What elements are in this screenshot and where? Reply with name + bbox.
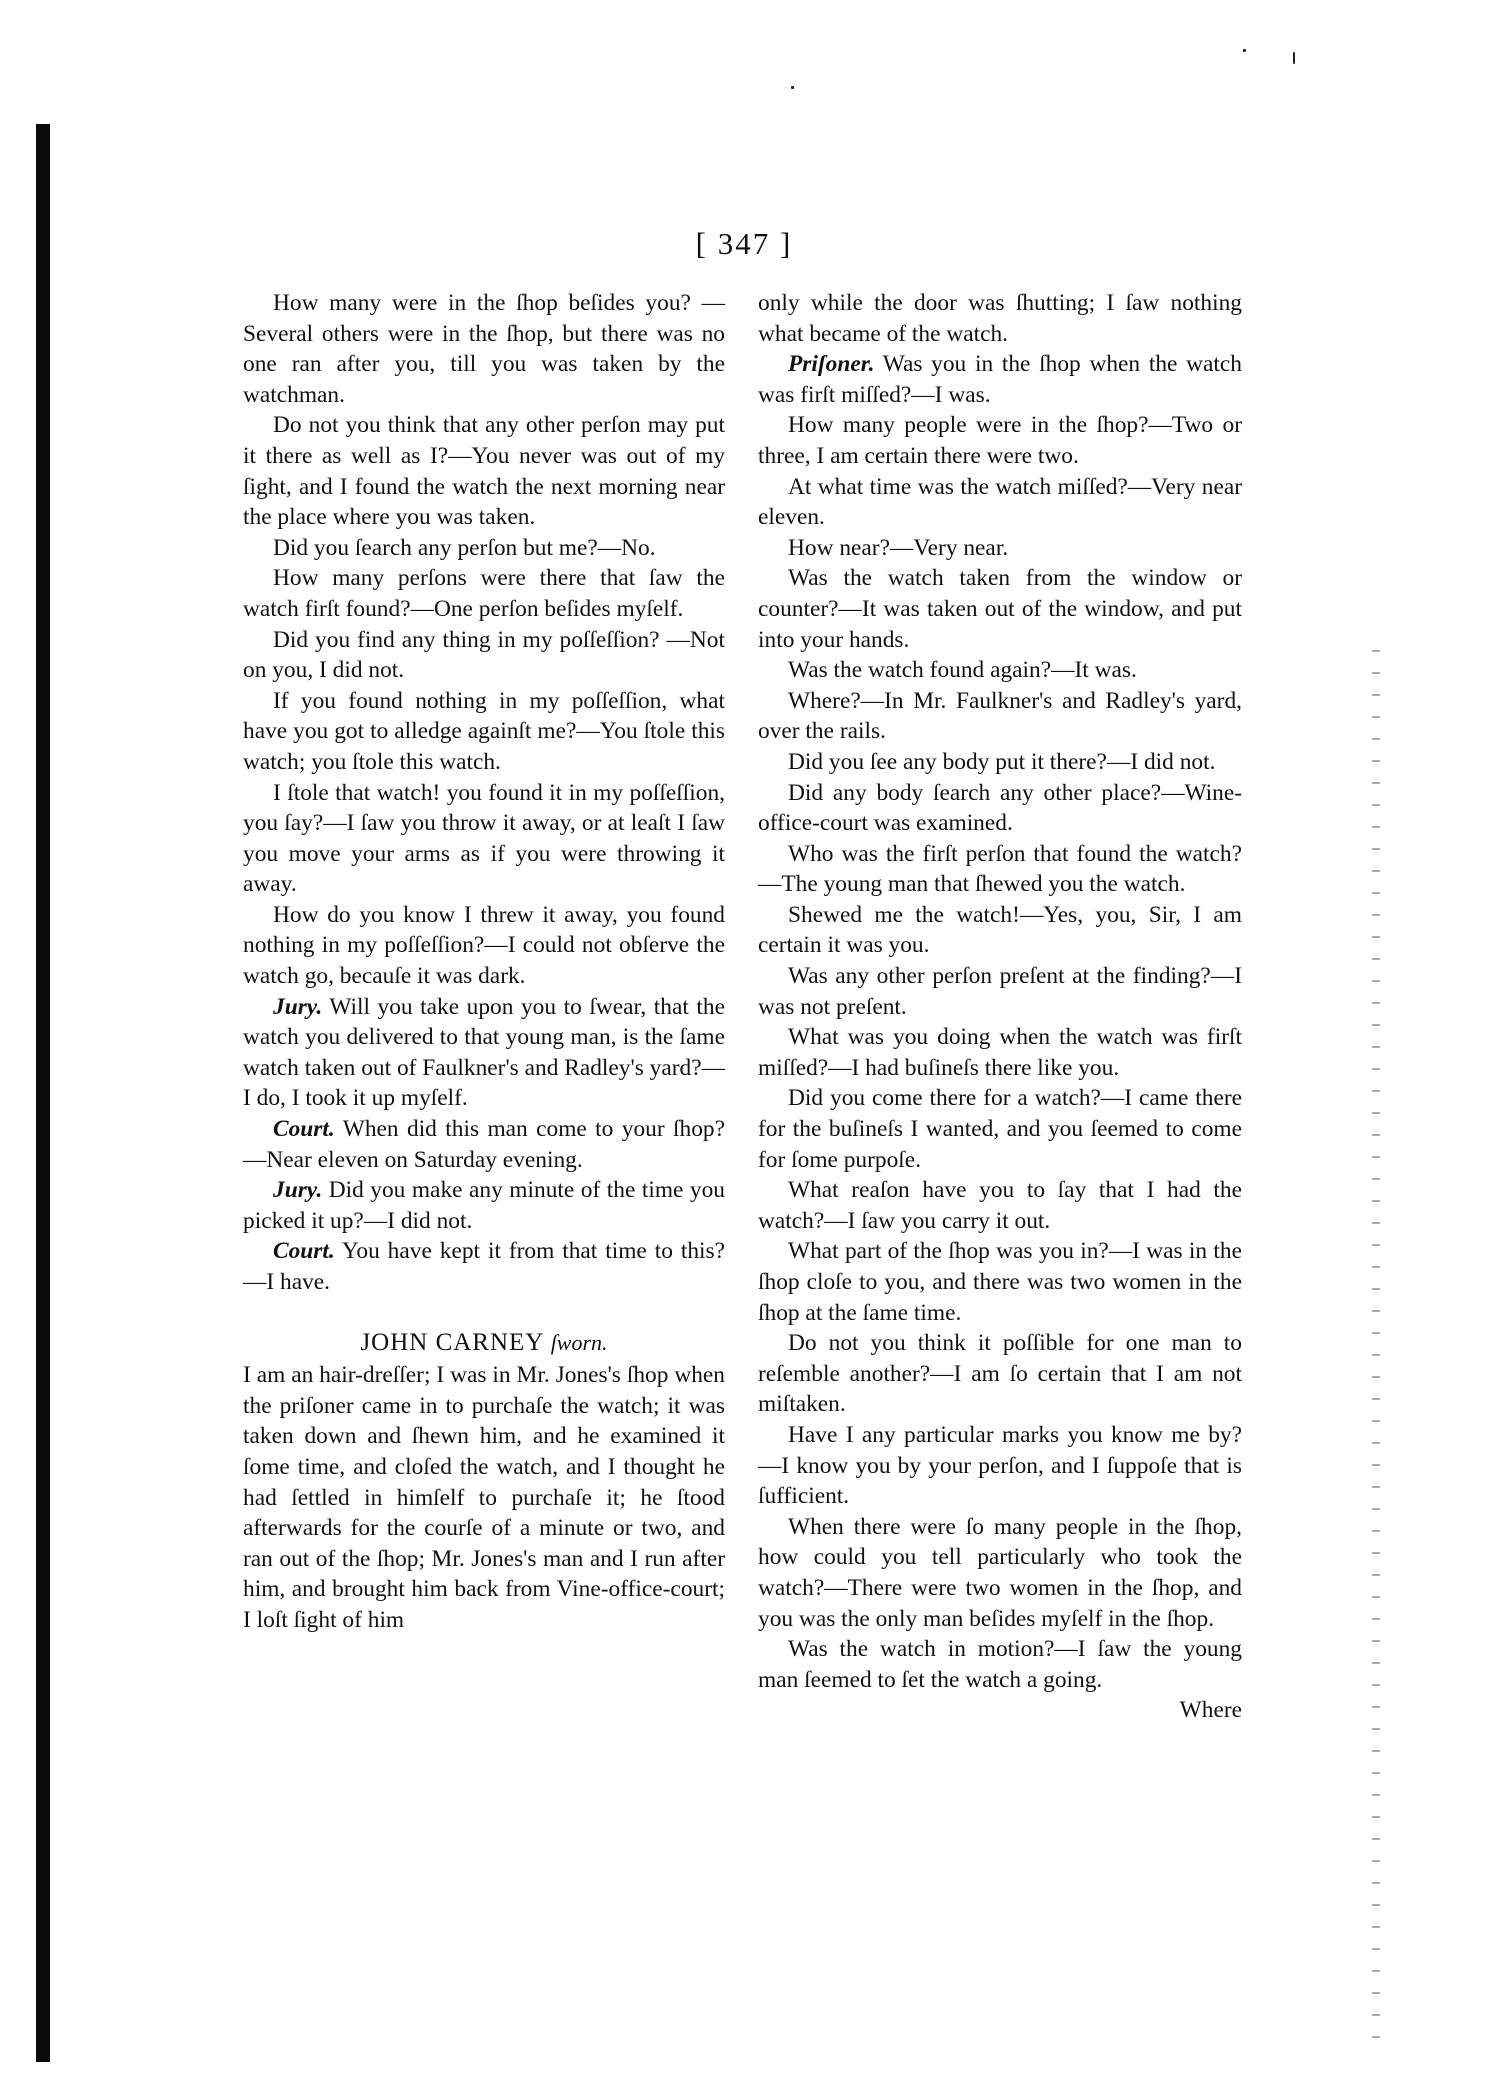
speaker-label: Priſoner.	[788, 351, 875, 378]
dialogue-paragraph	[758, 900, 1242, 961]
paragraph-text: How many people were in the ſhop?—Two or three, I am certain there were two.	[758, 412, 1242, 469]
paragraph-text: How do you know I threw it away, you found nothing in my poſſeſſion?—I could not obſerve the watch go, becauſe it was dark.	[243, 901, 725, 990]
right-column-paragraphs	[758, 349, 1242, 1695]
dialogue-paragraph	[243, 778, 725, 900]
dialogue-paragraph	[243, 533, 725, 564]
paragraph-text: When there were ſo many people in the ſhop, how could you tell particularly who took the watch?—There were two women in the ſhop, and you was the only man beſides myſelf in the ſhop.	[758, 1513, 1242, 1632]
dialogue-paragraph	[758, 1512, 1242, 1634]
paragraph-text: I ſtole that watch! you found it in my poſſeſſion, you ſay?—I ſaw you throw it away, or at leaſt I ſaw you move your arms as if you were throwing it away.	[243, 779, 725, 898]
dialogue-paragraph	[243, 625, 725, 686]
scan-speck	[1293, 52, 1295, 64]
paragraph-text: Do not you think that any other perſon may put it there as well as I?—You never was out of my ſight, and I found the watch the next morning near the place where you was taken.	[243, 412, 725, 531]
dialogue-paragraph	[758, 1083, 1242, 1175]
paragraph-text: When did this man come to your ſhop?—Near eleven on Saturday evening.	[243, 1116, 725, 1173]
dialogue-paragraph	[758, 1175, 1242, 1236]
paragraph-text: Do not you think it poſſible for one man to reſemble another?—I am ſo certain that I am not miſtaken.	[758, 1330, 1242, 1418]
paragraph-text: Was the watch found again?—It was.	[788, 657, 1137, 684]
binding-shadow	[36, 124, 50, 2062]
testimony-continuation: only while the door was ſhutting; I ſaw nothing what became of the watch.	[758, 290, 1242, 347]
paragraph-text: How near?—Very near.	[788, 534, 1009, 561]
dialogue-paragraph	[758, 839, 1242, 900]
paragraph-text: Who was the firſt perſon that found the watch?—The young man that ſhewed you the watch.	[758, 840, 1242, 898]
paragraph-text: What reaſon have you to ſay that I had the watch?—I ſaw you carry it out.	[758, 1177, 1242, 1234]
scan-speck	[1243, 49, 1246, 52]
scan-speck	[791, 86, 794, 89]
paragraph-text: Shewed me the watch!—Yes, you, Sir, I am certain it was you.	[758, 901, 1242, 959]
dialogue-paragraph	[758, 1328, 1242, 1420]
paragraph-text: Where?—In Mr. Faulkner's and Radley's yard, over the rails.	[758, 687, 1242, 745]
dialogue-paragraph	[758, 747, 1242, 778]
paragraph-text: Was you in the ſhop when the watch was firſt miſſed?—I was.	[758, 351, 1242, 408]
left-column-paragraphs	[243, 288, 725, 1298]
dialogue-paragraph	[243, 1114, 725, 1175]
dialogue-paragraph	[758, 563, 1242, 655]
witness-heading	[243, 1328, 725, 1359]
right-column	[758, 288, 1242, 1726]
paragraph-text: If you found nothing in my poſſeſſion, what have you got to alledge againſt me?—You ſtole this watch; you ſtole this watch.	[243, 687, 725, 775]
paragraph-text: What part of the ſhop was you in?—I was in the ſhop cloſe to you, and there was two women in the ſhop at the ſame time.	[758, 1238, 1242, 1326]
dialogue-paragraph	[243, 1175, 725, 1236]
paragraph-text: At what time was the watch miſſed?—Very near eleven.	[758, 473, 1242, 531]
witness-name: JOHN CARNEY	[360, 1328, 544, 1356]
paragraph-text: What was you doing when the watch was firſt miſſed?—I had buſineſs there like you.	[758, 1024, 1242, 1081]
dialogue-paragraph	[758, 472, 1242, 533]
paragraph-text: Will you take upon you to ſwear, that the watch you delivered to that young man, is the ſame watch taken out of Faulkner's and Radley's yard?—I do, I took it up myſelf.	[243, 993, 725, 1112]
paragraph-text: How many were in the ſhop beſides you? —Several others were in the ſhop, but there was no one ran after you, till you was taken by the watchman.	[243, 290, 725, 408]
dialogue-paragraph	[758, 1236, 1242, 1328]
paragraph-text: Did you ſee any body put it there?—I did not.	[788, 748, 1216, 775]
witness-status: ſworn.	[550, 1329, 608, 1355]
dialogue-paragraph	[243, 410, 725, 532]
speaker-label: Court.	[273, 1238, 335, 1265]
dialogue-paragraph	[243, 288, 725, 410]
paragraph-text: Did you find any thing in my poſſeſſion? —Not on you, I did not.	[243, 626, 725, 684]
page-number: [ 347 ]	[695, 226, 793, 261]
dialogue-paragraph	[243, 900, 725, 992]
dialogue-paragraph	[758, 410, 1242, 471]
dialogue-paragraph	[758, 1022, 1242, 1083]
paragraph-text: Was the watch taken from the window or counter?—It was taken out of the window, and put into your hands.	[758, 565, 1242, 653]
dialogue-paragraph	[243, 1236, 725, 1297]
dialogue-paragraph	[758, 686, 1242, 747]
paragraph-text: Did you ſearch any perſon but me?—No.	[273, 534, 656, 561]
dialogue-paragraph	[243, 563, 725, 624]
dialogue-paragraph	[243, 992, 725, 1114]
page-edge-marks	[1372, 650, 1380, 2050]
speaker-label: Jury.	[273, 993, 323, 1020]
paragraph-text: Did you make any minute of the time you picked it up?—I did not.	[243, 1177, 725, 1234]
dialogue-paragraph	[758, 961, 1242, 1022]
witness-testimony: I am an hair-dreſſer; I was in Mr. Jones's ſhop when the priſoner came in to purchaſe the watch; it was taken down and ſhewn him, and he examined it ſome time, and cloſed the watch, and I thought he had ſettled in himſelf to purchaſe it; he ſtood afterwards for the courſe of a minute or two, and ran out of the ſhop; Mr. Jones's man and I run after him, and brought him back from Vine-office-court; I loſt ſight of him	[243, 1362, 725, 1633]
dialogue-paragraph	[758, 533, 1242, 564]
paragraph-text: Was any other perſon preſent at the finding?—I was not preſent.	[758, 963, 1242, 1020]
paragraph-text: Was the watch in motion?—I ſaw the young man ſeemed to ſet the watch a going.	[758, 1636, 1242, 1693]
dialogue-paragraph	[758, 778, 1242, 839]
paragraph-text: Did you come there for a watch?—I came there for the buſineſs I wanted, and you ſeemed to come for ſome purpoſe.	[758, 1085, 1242, 1173]
dialogue-paragraph	[758, 349, 1242, 410]
dialogue-paragraph	[758, 1420, 1242, 1512]
paragraph-text: How many perſons were there that ſaw the watch firſt found?—One perſon beſides myſelf.	[243, 565, 725, 622]
catchword: Where	[1179, 1697, 1242, 1724]
dialogue-paragraph	[243, 686, 725, 778]
left-column	[243, 288, 725, 1636]
speaker-label: Court.	[273, 1116, 335, 1143]
paragraph-text: You have kept it from that time to this?—I have.	[243, 1238, 726, 1295]
speaker-label: Jury.	[273, 1177, 323, 1204]
paragraph-text: Have I any particular marks you know me by?—I know you by your perſon, and I ſuppoſe that is ſufficient.	[758, 1421, 1242, 1510]
dialogue-paragraph	[758, 655, 1242, 686]
dialogue-paragraph	[758, 1634, 1242, 1695]
paragraph-text: Did any body ſearch any other place?—Wine-office-court was examined.	[758, 779, 1242, 837]
